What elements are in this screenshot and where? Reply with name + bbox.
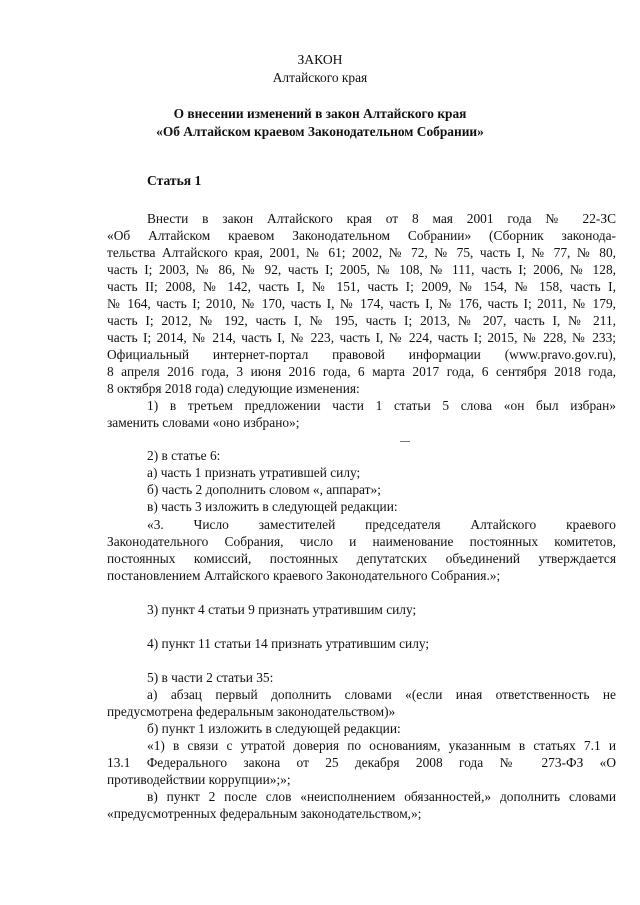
item2-quote-line: постоянных комиссий, постоянных депутатских объединений утверждается xyxy=(107,551,616,566)
item5-b-quote-line: «1) в связи с утратой доверия по основаниям, указанным в статьях 7.1 и xyxy=(147,738,616,753)
item5-a-line: предусмотрена федеральным законодательством)» xyxy=(107,704,396,719)
item2-b: б) часть 2 дополнить словом «, аппарат»; xyxy=(147,482,381,497)
doc-title-line1: О внесении изменений в закон Алтайского края xyxy=(173,106,467,121)
intro-line: «Об Алтайском краевом Законодательном Собрании» (Сборник законода- xyxy=(107,228,616,243)
item2-c: в) часть 3 изложить в следующей редакции: xyxy=(147,499,398,514)
item5-b-quote-line: 13.1 Федерального закона от 25 декабря 2008 года № 273-ФЗ «О xyxy=(107,755,616,770)
item5-c-line: в) пункт 2 после слов «неисполнением обязанностей,» дополнить словами xyxy=(147,789,616,804)
intro-line: тельства Алтайского края, 2001, № 61; 2002, № 72, № 75, часть I, № 77, № 80, xyxy=(107,245,616,260)
item4: 4) пункт 11 статьи 14 признать утратившим силу; xyxy=(147,636,430,651)
item5-b-quote-line: противодействии коррупции»;»; xyxy=(107,772,291,787)
intro-line: часть I; 2012, № 192, часть I, № 195, часть I; 2013, № 207, часть I, № 211, xyxy=(107,313,616,328)
item5-a-line: а) абзац первый дополнить словами «(если иная ответственность не xyxy=(147,687,616,702)
doc-title-line2: «Об Алтайском краевом Законодательном Собрании» xyxy=(156,124,484,139)
intro-line: часть I; 2014, № 214, часть I, № 223, часть I, № 224, часть I; 2015, № 228, № 233; xyxy=(107,330,616,345)
item1-line: заменить словами «оно избрано»; xyxy=(107,415,300,430)
item2-head: 2) в статье 6: xyxy=(147,448,221,463)
item5-b: б) пункт 1 изложить в следующей редакции: xyxy=(147,721,401,736)
item2-a: а) часть 1 признать утратившей силу; xyxy=(147,465,361,480)
article-heading: Статья 1 xyxy=(147,173,202,188)
intro-line: часть I; 2003, № 86, № 92, часть I; 2005, № 108, № 111, часть I; 2006, № 128, xyxy=(107,262,616,277)
intro-line: 8 октября 2018 года) следующие изменения: xyxy=(107,381,360,396)
item5-c-line: «предусмотренных федеральным законодательством,»; xyxy=(107,806,422,821)
intro-line: № 164, часть I; 2010, № 170, часть I, № 174, часть I, № 176, часть I; 2011, № 179, xyxy=(107,296,616,311)
intro-line: часть II; 2008, № 142, часть I, № 151, часть I; 2009, № 154, № 158, часть I, xyxy=(107,279,616,294)
doc-type: ЗАКОН xyxy=(297,52,343,67)
item5-head: 5) в части 2 статьи 35: xyxy=(147,670,274,685)
scan-mark xyxy=(400,441,410,442)
intro-line: 8 апреля 2016 года, 3 июня 2016 года, 6 марта 2017 года, 6 сентября 2018 года, xyxy=(107,364,616,379)
item2-quote-line: «3. Число заместителей председателя Алтайского краевого xyxy=(147,517,616,532)
doc-region: Алтайского края xyxy=(272,70,368,85)
item1-line: 1) в третьем предложении части 1 статьи 5 слова «он был избран» xyxy=(147,398,616,413)
intro-line: Официальный интернет-портал правовой информации (www.pravo.gov.ru), xyxy=(107,347,616,362)
item2-quote-line: постановлением Алтайского краевого Законодательного Собрания.»; xyxy=(107,568,501,583)
item2-quote-line: Законодательного Собрания, число и наименование постоянных комитетов, xyxy=(107,534,616,549)
item3: 3) пункт 4 статьи 9 признать утратившим силу; xyxy=(147,602,417,617)
intro-line: Внести в закон Алтайского края от 8 мая 2001 года № 22-ЗС xyxy=(147,211,616,226)
